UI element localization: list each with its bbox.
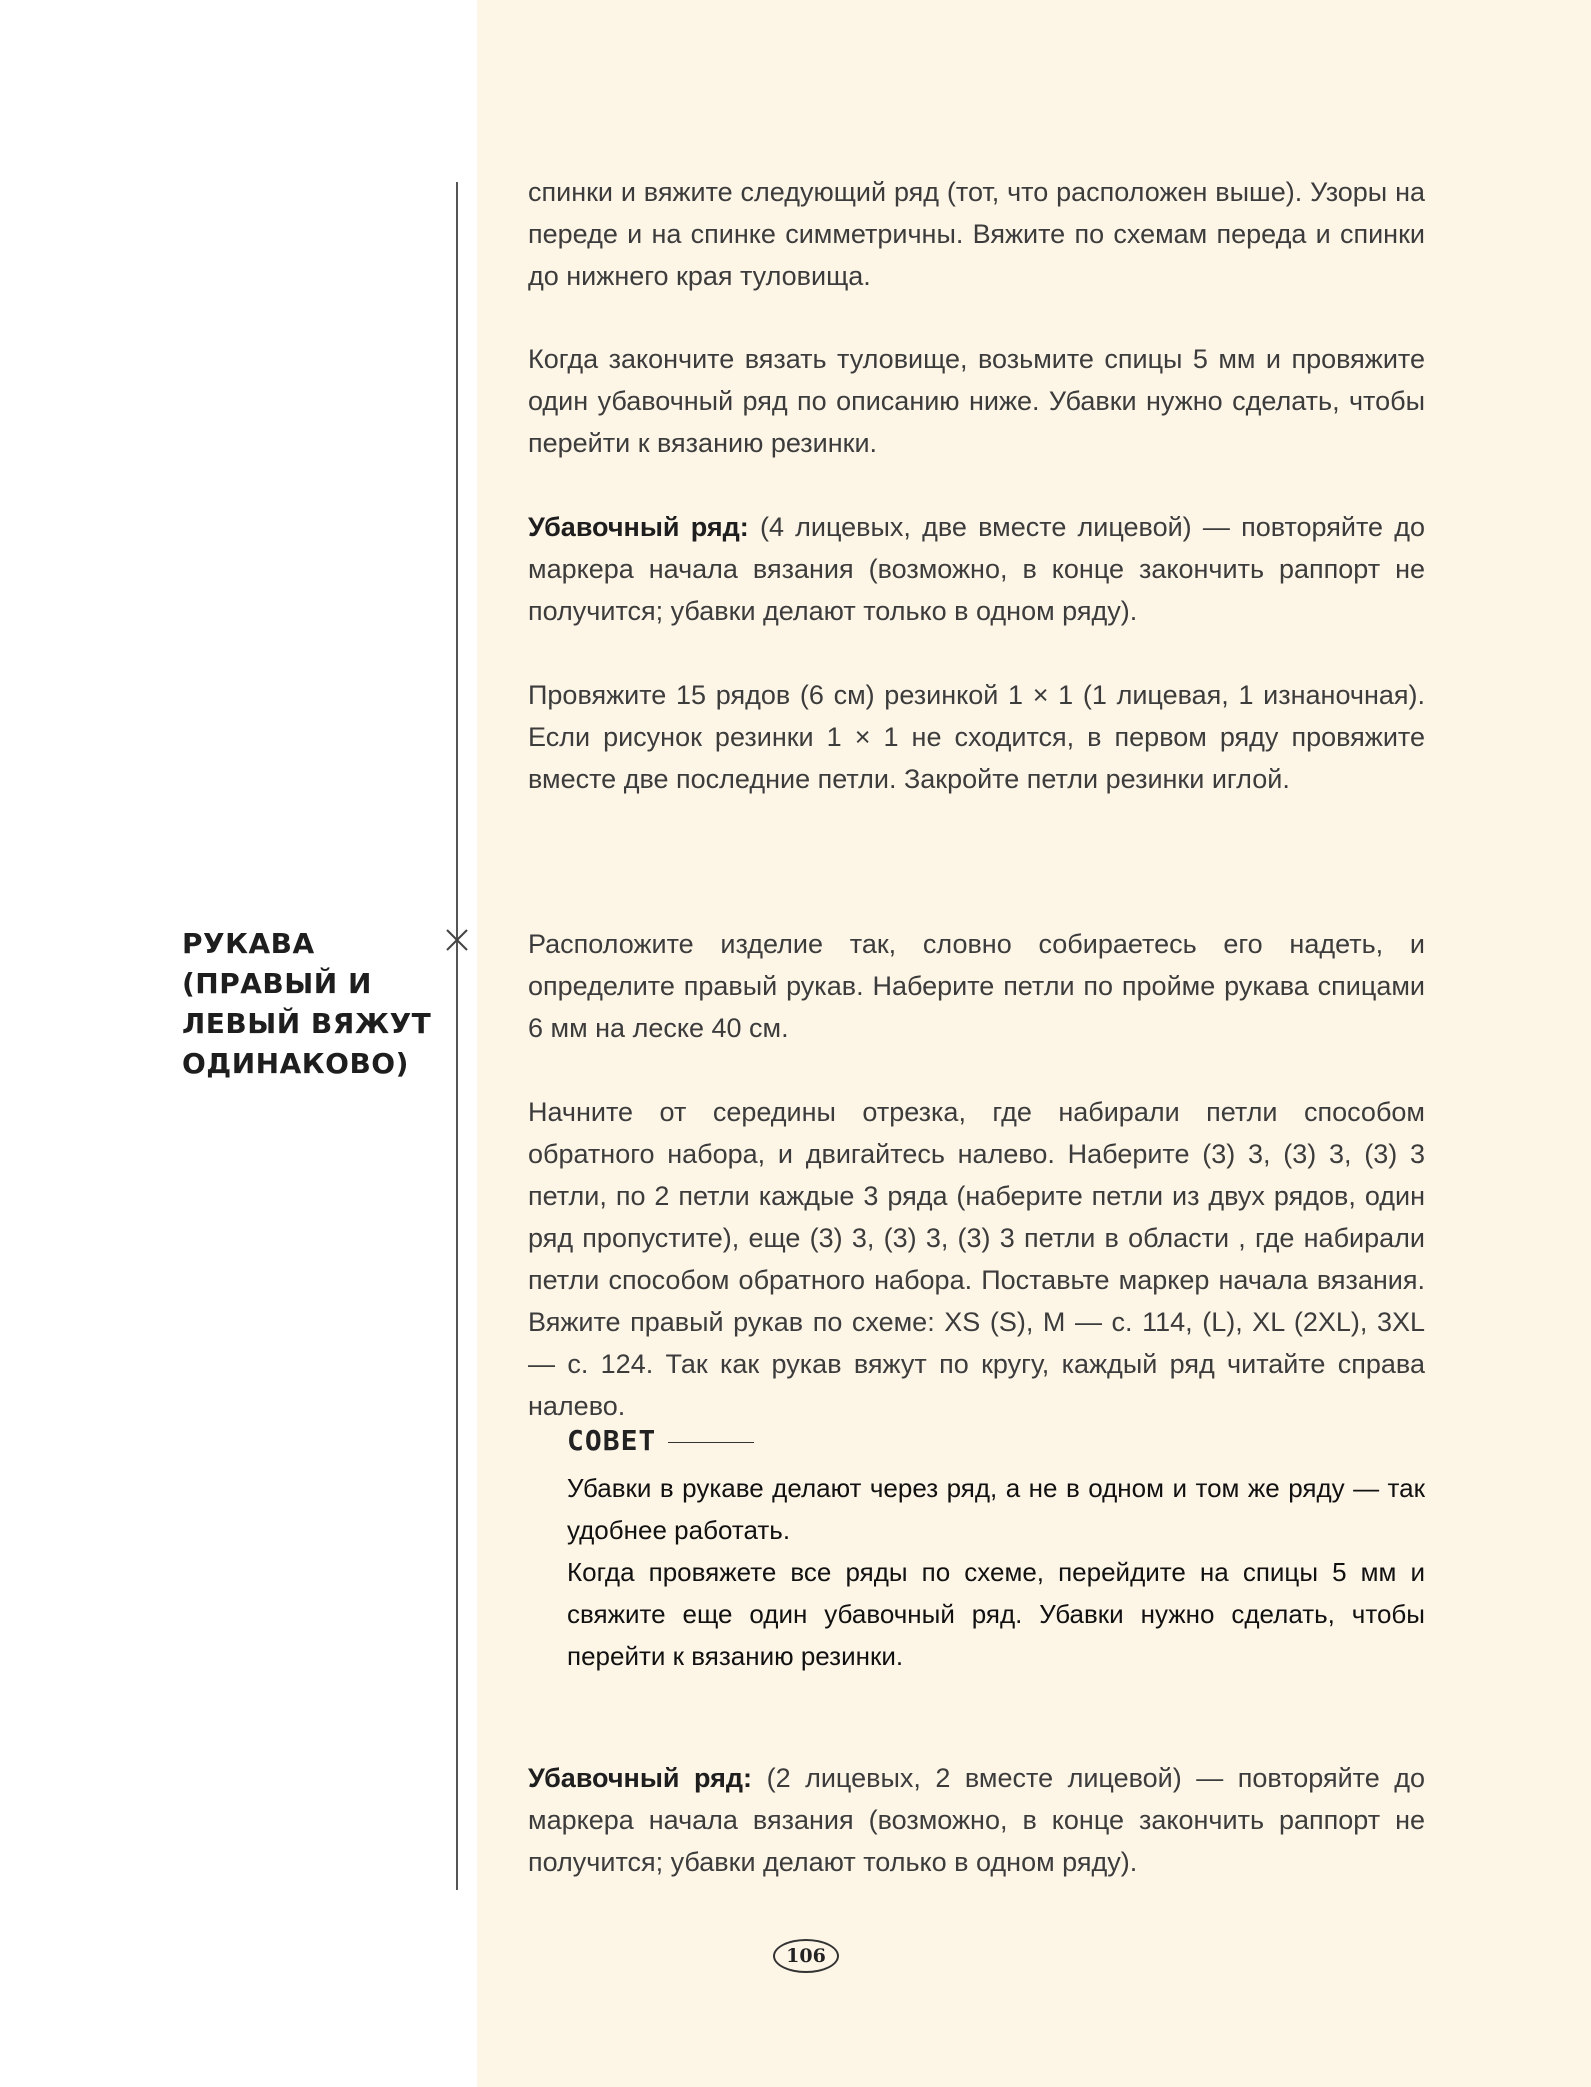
paragraph-finish-body: Когда закончите вязать туловище, возьмите спицы 5 мм и провяжите один убавочный ряд по описанию ниже. Убавки нужно сделать, чтобы перейти к вязанию резинки. [528, 344, 1425, 458]
tip-title-rule [668, 1442, 754, 1443]
decrease-row-text-sleeve: (2 лицевых, 2 вместе лицевой) — повторяйте до маркера начала вязания (возможно, в конце закончить раппорт не получится; убавки делают только в одном ряду). [528, 1763, 1426, 1877]
paragraph-sleeve-pickup: Расположите изделие так, словно собираетесь его надеть, и определите правый рукав. Наберите петли по пройме рукава спицами 6 мм на леске 40 см. [528, 929, 1425, 1043]
page-number: 106 [773, 1939, 839, 1973]
paragraph-ribbing: Провяжите 15 рядов (6 см) резинкой 1 × 1 (1 лицевая, 1 изнаночная). Если рисунок резинки 1 × 1 не сходится, в первом ряду провяжите вместе две последние петли. Закройте петли резинки иглой. [528, 680, 1425, 794]
tip-text-line2: Когда провяжете все ряды по схеме, перейдите на спицы 5 мм и свяжите еще один убавочный ряд. Убавки нужно сделать, чтобы перейти к вязанию резинки. [567, 1557, 1425, 1671]
margin-divider-line [456, 182, 458, 1890]
section-heading-sleeves: РУКАВА (ПРАВЫЙ И ЛЕВЫЙ ВЯЖУТ ОДИНАКОВО) [182, 927, 432, 1080]
paragraph-decrease-row-sleeve [528, 1757, 1425, 1883]
paragraph-sleeve-stitches: Начните от середины отрезка, где набирали петли способом обратного набора, и двигайтесь налево. Наберите (3) 3, (3) 3, (3) 3 петли, по 2 петли каждые 3 ряда (наберите петли из двух рядов, один ряд пропустите), еще (3) 3, (3) 3, (3) 3 петли в области , где набирали петли способом обратного набора. Поставьте маркер начала вязания. Вяжите правый рукав по схеме: XS (S), M — с. 114, (L), XL (2XL), 3XL — с. 124. Так как рукав вяжут по кругу, каждый ряд читайте справа налево. [528, 1097, 1425, 1421]
tip-header [567, 1420, 754, 1460]
decrease-row-label-sleeve: Убавочный ряд: [528, 1763, 753, 1793]
decrease-row-text: (4 лицевых, две вместе лицевой) — повторяйте до маркера начала вязания (возможно, в конце закончить раппорт не получится; убавки делают только в одном ряду). [528, 512, 1426, 626]
tip-text-line1: Убавки в рукаве делают через ряд, а не в одном и том же ряду — так удобнее работать. [567, 1473, 1425, 1545]
tip-title: СОВЕТ [567, 1423, 657, 1457]
decrease-row-label: Убавочный ряд: [528, 512, 749, 542]
paragraph-back-continued: спинки и вяжите следующий ряд (тот, что расположен выше). Узоры на переде и на спинке симметричны. Вяжите по схемам переда и спинки до нижнего края туловища. [528, 177, 1425, 291]
paragraph-decrease-row-body [528, 506, 1425, 632]
section-marker-cross-icon [444, 927, 470, 953]
